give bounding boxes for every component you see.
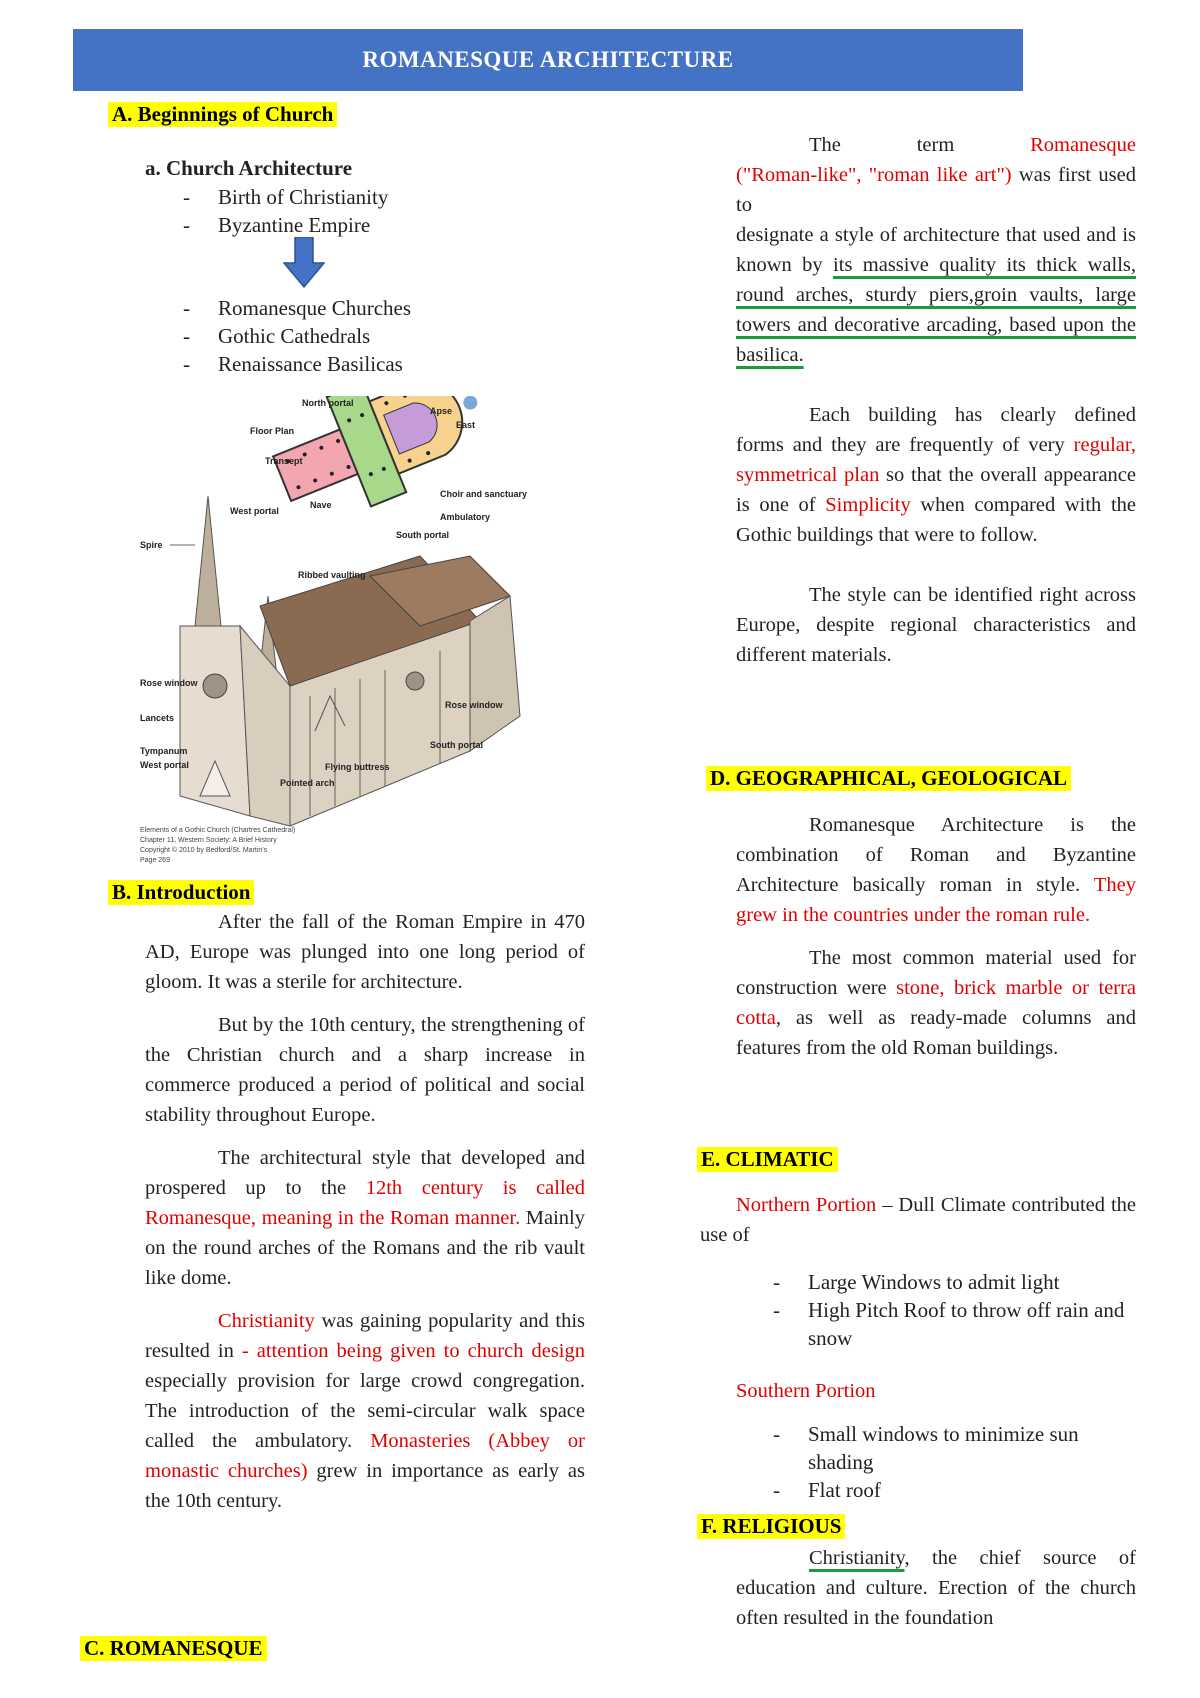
underlined-qualities: its massive quality its thick walls, round arches, sturdy piers,groin vaults, large towers and decorative arcading, based upon the basilica. bbox=[736, 254, 1136, 366]
label-tympanum: Tympanum bbox=[140, 746, 188, 756]
label-ribbed-vaulting: Ribbed vaulting bbox=[298, 570, 366, 580]
list-item: - Romanesque Churches bbox=[183, 294, 411, 322]
label-pointed-arch: Pointed arch bbox=[280, 778, 335, 788]
label-south-portal: South portal bbox=[430, 740, 483, 750]
section-c-heading: C. ROMANESQUE bbox=[80, 1636, 267, 1661]
section-a-heading: A. Beginnings of Church bbox=[108, 102, 337, 127]
list-item: - Gothic Cathedrals bbox=[183, 322, 411, 350]
label-lancets: Lancets bbox=[140, 713, 175, 723]
list-item: - Large Windows to admit light bbox=[773, 1268, 1143, 1296]
gothic-church-diagram bbox=[140, 396, 540, 871]
romanesque-definition bbox=[736, 130, 1136, 670]
list-item: - Byzantine Empire bbox=[183, 211, 388, 239]
intro-paragraph-4: Christianity was gaining popularity and this resulted in - attention being given to church design especially provision for large crowd congregation. The introduction of the semi-circular walk space called the ambulatory. Monasteries (Abbey or monastic churches) grew in importance as early as the 10th century. bbox=[145, 1310, 585, 1512]
label-west-portal: West portal bbox=[140, 760, 189, 770]
underlined-christianity: Christianity bbox=[809, 1547, 905, 1569]
label-ambulatory: Ambulatory bbox=[440, 512, 491, 522]
page-title: ROMANESQUE ARCHITECTURE bbox=[362, 47, 734, 72]
section-d-heading: D. GEOGRAPHICAL, GEOLOGICAL bbox=[706, 766, 1071, 791]
intro-paragraph-2: But by the 10th century, the strengthening of the Christian church and a sharp increase in commerce produced a period of political and social stability throughout Europe. bbox=[145, 1014, 585, 1126]
intro-paragraph-1: After the fall of the Roman Empire in 470 AD, Europe was plunged into one long period of gloom. It was a sterile for architecture. bbox=[145, 911, 585, 993]
label-rose-window-right: Rose window bbox=[445, 700, 503, 710]
definition-line-1: The term Romanesque bbox=[809, 134, 1136, 156]
climatic-north-text: Northern Portion – Dull Climate contributed the use of bbox=[700, 1194, 1136, 1246]
list-item: - High Pitch Roof to throw off rain and snow bbox=[773, 1296, 1143, 1352]
page-title-banner bbox=[73, 29, 1023, 91]
geographical-text bbox=[736, 810, 1136, 1063]
history-list-1 bbox=[183, 183, 388, 239]
label-nave: Nave bbox=[310, 500, 332, 510]
building-forms-paragraph: Each building has clearly defined forms and they are frequently of very regular, symmetrical plan so that the overall appearance is one of Simplicity when compared with the Gothic buildings that were to follow. bbox=[736, 404, 1136, 546]
religious-text: Christianity, the chief source of education and culture. Erection of the church often resulted in the foundation bbox=[736, 1547, 1136, 1629]
label-spire: Spire bbox=[140, 540, 163, 550]
history-list-2 bbox=[183, 294, 411, 378]
style-identified-paragraph: The style can be identified right across Europe, despite regional characteristics and different materials. bbox=[736, 584, 1136, 666]
label-choir: Choir and sanctuary bbox=[440, 489, 528, 499]
geographical-paragraph-2: The most common material used for construction were stone, brick marble or terra cotta, as well as ready-made columns and features from the old Roman buildings. bbox=[736, 947, 1136, 1059]
label-rose-window-left: Rose window bbox=[140, 678, 198, 688]
label-west-portal-plan: West portal bbox=[230, 506, 279, 516]
list-item: - Renaissance Basilicas bbox=[183, 350, 411, 378]
caption-line: Elements of a Gothic Church (Chartres Cathedral) bbox=[140, 827, 296, 834]
label-east: East bbox=[456, 420, 476, 430]
label-floor-plan: Floor Plan bbox=[250, 426, 295, 436]
intro-paragraph-3: The architectural style that developed and prospered up to the 12th century is called Romanesque, meaning in the Roman manner. Mainly on the round arches of the Romans and the rib vault like dome. bbox=[145, 1147, 586, 1289]
list-item: - Small windows to minimize sun shading bbox=[773, 1420, 1143, 1476]
definition-body: designate a style of architecture that used and is known by its massive quality its thick walls, round arches, sturdy piers,groin vaults, large towers and decorative arcading, based upon the basilica. bbox=[736, 224, 1136, 366]
caption-line: Chapter 11, Western Society: A Brief History bbox=[140, 837, 277, 844]
southern-portion-label: Southern Portion bbox=[736, 1380, 876, 1402]
caption-line: Page 269 bbox=[140, 857, 170, 864]
geographical-paragraph-1: Romanesque Architecture is the combination of Roman and Byzantine Architecture basically roman in style. They grew in the countries under the roman rule. bbox=[736, 814, 1136, 926]
list-item: - Birth of Christianity bbox=[183, 183, 388, 211]
definition-line-2: ("Roman-like", "roman like art") was first used to bbox=[736, 164, 1136, 216]
label-flying-buttress: Flying buttress bbox=[325, 762, 390, 772]
caption-line: Copyright © 2010 by Bedford/St. Martin's bbox=[140, 847, 268, 854]
list-item: - Flat roof bbox=[773, 1476, 1143, 1504]
section-b-heading: B. Introduction bbox=[108, 880, 254, 905]
label-transept: Transept bbox=[265, 456, 303, 466]
label-apse: Apse bbox=[430, 406, 453, 416]
south-features-list bbox=[773, 1420, 1143, 1504]
introduction-text bbox=[145, 907, 585, 1516]
section-f-heading: F. RELIGIOUS bbox=[697, 1514, 845, 1539]
north-features-list bbox=[773, 1268, 1143, 1352]
subsection-church-architecture: a. Church Architecture bbox=[145, 156, 353, 180]
label-north-portal: North portal bbox=[302, 398, 354, 408]
label-south-portal-plan: South portal bbox=[396, 530, 449, 540]
down-arrow-icon bbox=[283, 237, 325, 289]
section-e-heading: E. CLIMATIC bbox=[697, 1147, 838, 1172]
